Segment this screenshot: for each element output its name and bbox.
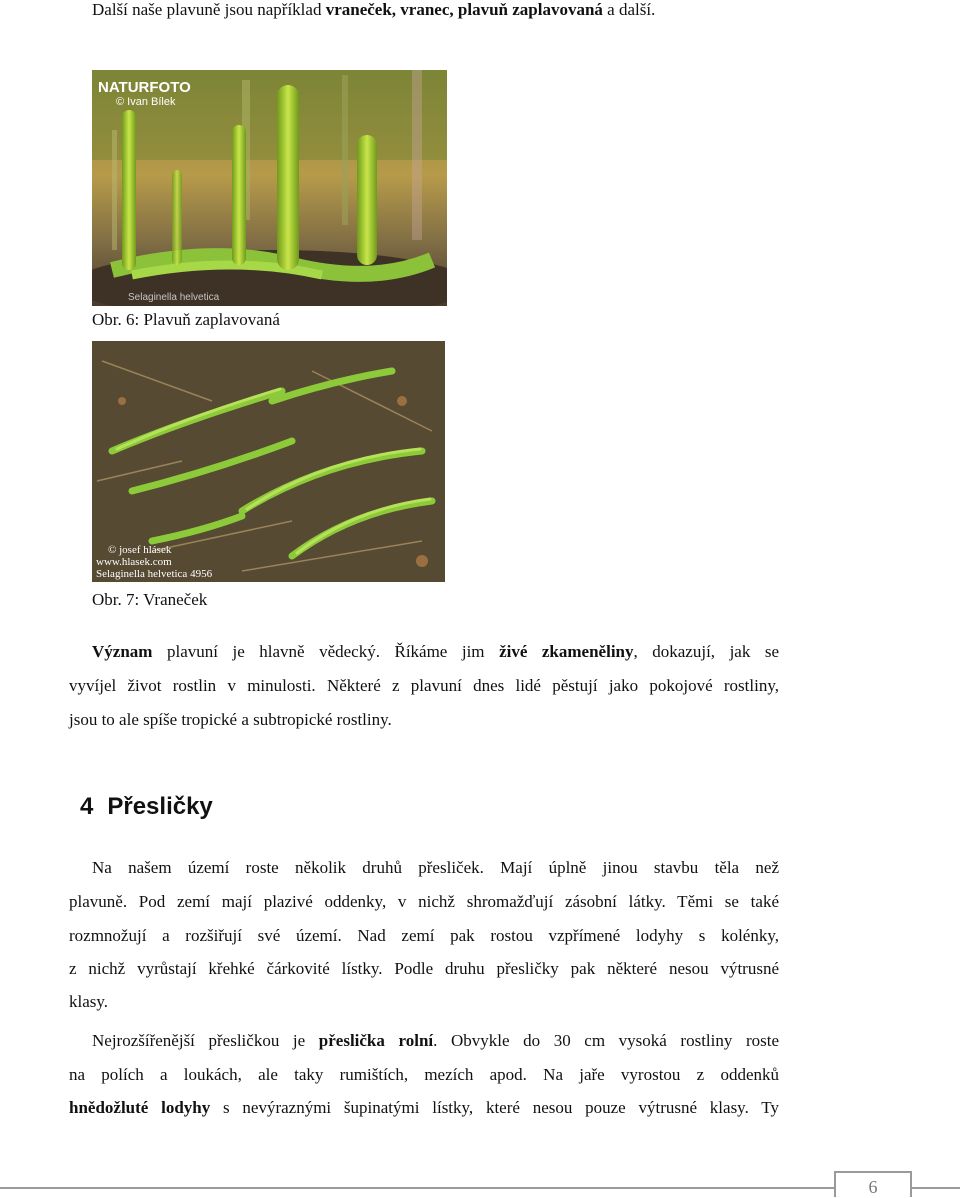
bold-zive-zkameneliny: živé zkameněliny — [499, 642, 634, 661]
para3-text-a: Nejrozšířenější přesličkou je — [92, 1031, 319, 1050]
para2-line3: rozmnožují a rozšiřují své území. Nad zemí pak rostou vzpřímené lodyhy s kolénky, — [69, 926, 779, 945]
para3-text-c: s nevýraznými šupinatými lístky, které nesou pouze výtrusné klasy. Ty — [210, 1098, 779, 1117]
intro-bold-species: vraneček, vranec, plavuň zaplavovaná — [325, 0, 603, 19]
para3-text-b: . Obvykle do 30 cm vysoká rostliny roste — [433, 1031, 779, 1050]
section-number: 4 — [80, 793, 94, 820]
para2-line4: z nichž vyrůstají křehké čárkovité lístky. Podle druhu přesličky pak některé nesou výtrusné — [69, 959, 779, 978]
bold-preslicka-rolni: přeslička rolní — [318, 1031, 434, 1050]
watermark-species: Selaginella helvetica — [128, 292, 220, 303]
intro-line — [92, 0, 655, 20]
photo-vranecek — [92, 341, 445, 582]
para1-text-a: plavuní je hlavně vědecký. Říkáme jim — [152, 642, 500, 661]
para3-line3 — [69, 1098, 779, 1118]
watermark-logo: NATURFOTO — [98, 79, 191, 96]
intro-text-end: a další. — [602, 0, 656, 19]
para1-line2: vyvíjel život rostlin v minulosti. Některé z plavuní dnes lidé pěstují jako pokojové rostliny, — [69, 676, 779, 695]
para1-line1 — [92, 642, 779, 662]
para3-line2: na polích a loukách, ale taky rumištích, mezích apod. Na jaře vyrostou z oddenků — [69, 1065, 779, 1084]
page-number-box — [834, 1171, 912, 1197]
footer-rule — [0, 1187, 960, 1189]
bold-vyznam: Význam — [92, 642, 153, 661]
photo-plavun-zaplavovana — [92, 70, 447, 306]
para3-line1 — [92, 1031, 779, 1051]
para1-line3: jsou to ale spíše tropické a subtropické rostliny. — [69, 710, 392, 729]
para2-line5: klasy. — [69, 992, 109, 1011]
section-title: Přesličky — [107, 793, 213, 820]
watermark-species-code: Selaginella helvetica 4956 — [96, 568, 213, 580]
para2-line1: Na našem území roste několik druhů přesliček. Mají úplně jinou stavbu těla než — [92, 858, 779, 877]
para2-line2: plavuně. Pod zemí mají plazivé oddenky, v nichž shromažďují zásobní látky. Těmi se také — [69, 892, 779, 911]
intro-text: Další naše plavuně jsou například — [92, 0, 326, 19]
page-number: 6 — [868, 1177, 878, 1197]
bold-hnedozlute-lodyhy: hnědožluté lodyhy — [69, 1098, 211, 1117]
figure-7-caption: Obr. 7: Vraneček — [92, 590, 208, 609]
para1-text-b: , dokazují, jak se — [633, 642, 780, 661]
figure-6-caption: Obr. 6: Plavuň zaplavovaná — [92, 310, 280, 329]
watermark-author: © Ivan Bílek — [116, 96, 176, 108]
watermark-copyright: © josef hlásek — [108, 544, 172, 556]
watermark-website: www.hlasek.com — [96, 556, 172, 568]
plant-photo-illustration — [92, 70, 447, 306]
moss-photo-illustration — [92, 341, 445, 582]
section-heading — [80, 792, 213, 822]
